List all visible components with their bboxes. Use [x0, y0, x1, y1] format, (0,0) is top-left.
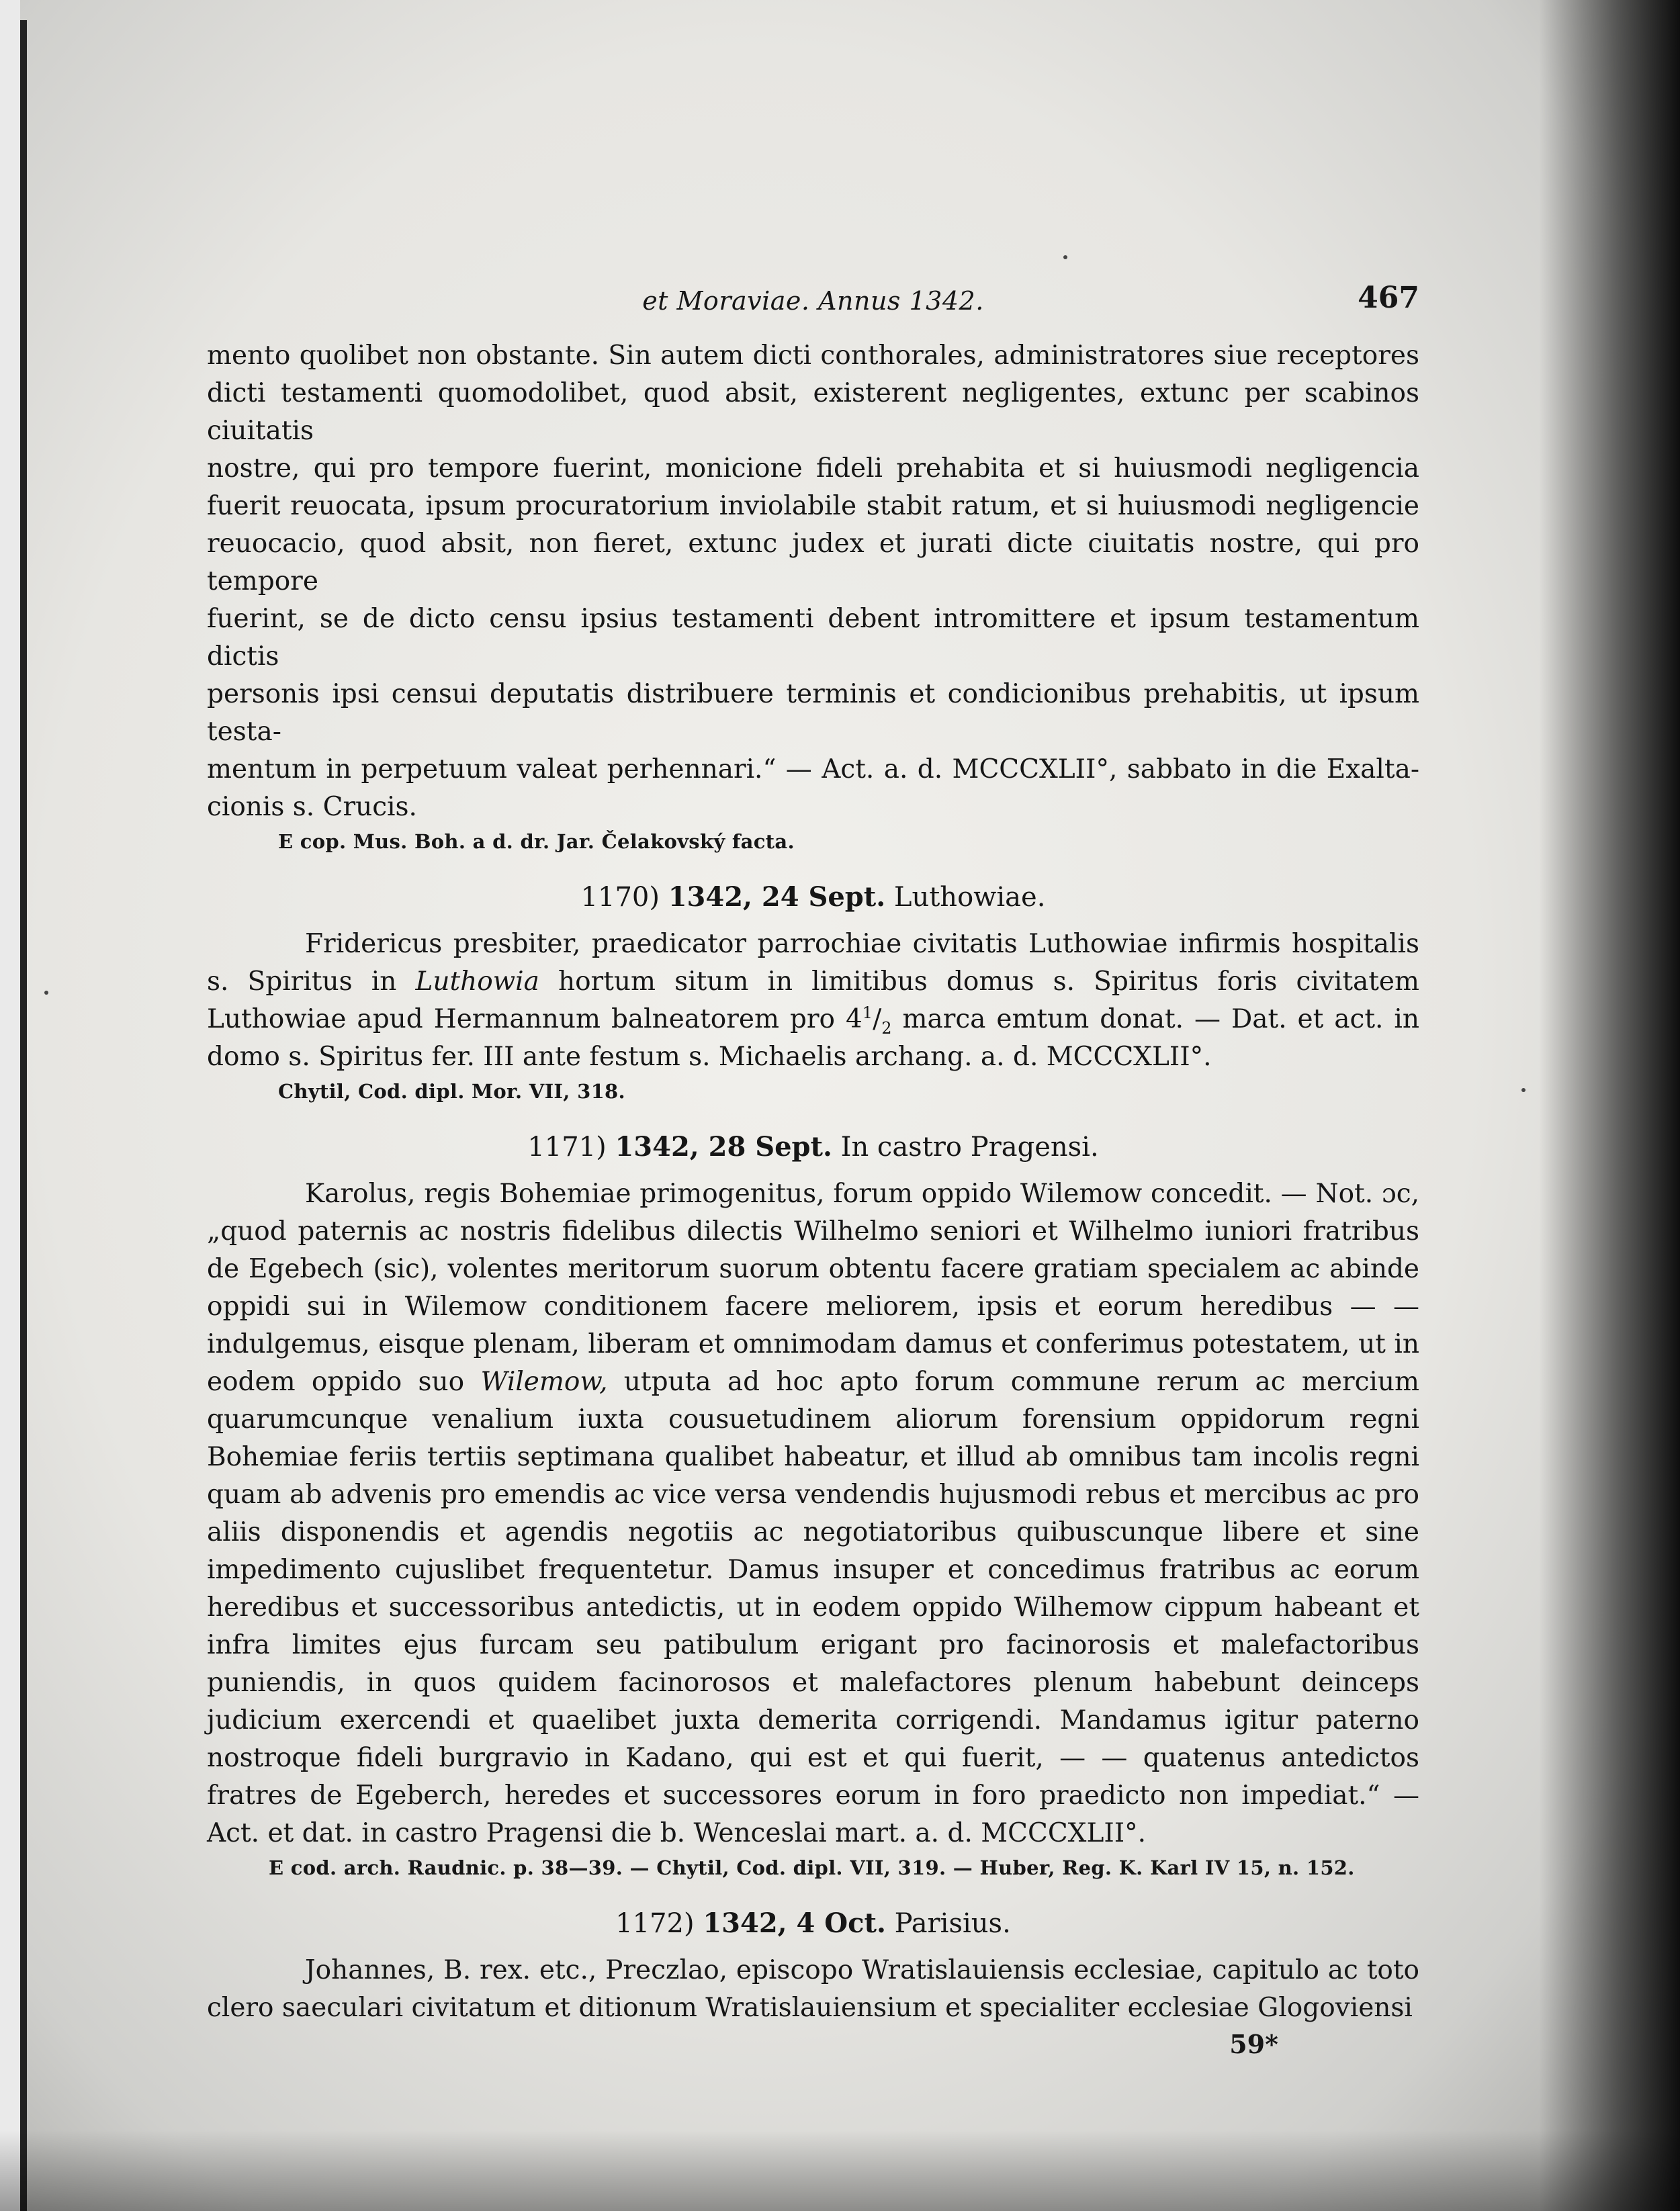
- entry-place: Luthowiae.: [893, 882, 1046, 913]
- text-line: fuerint, se de dicto censu ipsius testamenti debent intromittere et ipsum testamentum dictis: [207, 604, 1419, 672]
- entry-number: 1170): [580, 882, 660, 913]
- left-page-margin: [0, 0, 20, 2211]
- text-line: reuocacio, quod absit, non fieret, extunc judex et jurati dicte ciuitatis nostre, qui pro tempore: [207, 529, 1419, 596]
- entry-body: [207, 1952, 1419, 2027]
- entry-body: [207, 1175, 1419, 1852]
- body-text: utputa ad hoc apto forum commune rerum ac mercium quarumcunque venalium iuxta cousuetudinem aliorum forensium oppidorum regni Bohemiae feriis tertiis septimana qualibet habeatur, et illud ab omnibus tam incolis regni quam ab advenis pro emendis ac vice versa vendendis hujusmodi rebus et mercibus ac pro aliis disponendis et agendis negotiis ac negotiatoribus quibuscunque libere et sine impedimento cujuslibet frequentetur. Damus insuper et concedimus fratribus ac eorum heredibus et successoribus antedictis, ut in eodem oppido Wilhemow cippum habeant et infra limites ejus furcam seu patibulum erigant pro facinorosis et malefactoribus puniendis, in quos quidem facinorosos et malefactores plenum habebunt deinceps judicium exercendi et quaelibet juxta demerita corrigendi. Mandamus igitur paterno nostroque fideli burgravio in Kadano, qui est et qui fuerit, — — quatenus antedictos fratres de Egeberch, heredes et successores eorum in foro praedicto non impediat.“ — Act. et dat. in castro Pragensi die b. Wenceslai mart. a. d. MCCCXLII°.: [207, 1367, 1419, 1848]
- scan-shadow-bottom: [0, 2130, 1680, 2211]
- body-text: hortum situm in limitibus domus s. Spiritus foris civitatem Luthowiae apud Hermannum balneatorem pro 4: [207, 966, 1419, 1034]
- entry-date: 1342, 4 Oct.: [703, 1907, 886, 1939]
- source-note: Chytil, Cod. dipl. Mor. VII, 318.: [278, 1080, 625, 1103]
- entry-date: 1342, 24 Sept.: [668, 881, 886, 913]
- entry-date: 1342, 28 Sept.: [615, 1131, 832, 1163]
- body-text: Karolus, regis Bohemiae primogenitus, forum oppido Wilemow concedit. — Not. ɔc, „quod paternis ac nostris fidelibus dilectis Wilhelmo seniori et Wilhelmo iuniori fratribus de Egebech (sic), volentes meritorum suorum obtentu facere gratiam specialem ac abinde oppidi sui in Wilemow conditionem facere meliorem, ipsis et eorum heredibus — — indulgemus, eisque plenam, liberam et omnimodam damus et conferimus potestatem, ut in eodem oppido suo: [207, 1179, 1419, 1397]
- fraction-numerator: 1: [862, 1003, 873, 1022]
- fraction-denominator: 2: [881, 1018, 892, 1038]
- text-line: nostre, qui pro tempore fuerint, monicione fideli prehabita et si huiusmodi negligencia: [207, 453, 1419, 484]
- scan-shadow-right: [1539, 0, 1680, 2211]
- text-line: dicti testamenti quomodolibet, quod absit, existerent negligentes, extunc per scabinos ciuitatis: [207, 378, 1419, 446]
- binding-edge: [20, 20, 27, 2211]
- entry-heading: [207, 877, 1419, 917]
- body-text: marca emtum donat. — Dat. et act. in domo s. Spiritus fer. III ante festum s. Michaelis archang. a. d. MCCCXLII°.: [207, 1004, 1419, 1072]
- page-number: 467: [1358, 281, 1419, 315]
- continued-text: [207, 337, 1419, 826]
- entry-body: Fridericus presbiter, praedicator parrochiae civitatis Luthowiae infirmis hospitalis s. Spiritus in Luthowia hortum situm in limitibus domus s. Spiritus foris civitatem Luthowiae apud Hermannum balneatorem pro $4^1/_2$ marca emtum donat. — Dat. et act. in domo s. Spiritus fer. III ante festum s. Michaelis archang. a. d. MCCCXLII°.: [207, 929, 1419, 1072]
- running-title: et Moraviae. Annus 1342.: [642, 286, 984, 316]
- scan-speck: [1063, 255, 1067, 259]
- source-note: E cod. arch. Raudnic. p. 38—39. — Chytil, Cod. dipl. VII, 319. — Huber, Reg. K. Karl IV 15, n. 152.: [269, 1856, 1355, 1879]
- body-text: Fridericus presbiter, praedicator parrochiae civitatis Luthowiae infirmis hospitalis s. Spiritus in: [207, 929, 1419, 997]
- text-line: cionis s. Crucis.: [207, 792, 417, 822]
- source-note: E cop. Mus. Boh. a d. dr. Jar. Čelakovský facta.: [278, 830, 795, 853]
- entry-place: Parisius.: [894, 1908, 1011, 1939]
- entry-heading: [207, 1127, 1419, 1167]
- entry-place: In castro Pragensi.: [840, 1132, 1099, 1163]
- page-header: [207, 282, 1419, 322]
- entry-number: 1171): [527, 1132, 607, 1163]
- document-page: [207, 282, 1419, 2062]
- body-text: Johannes, B. rex. etc., Preczlao, episcopo Wratislauiensis ecclesiae, capitulo ac toto clero saeculari civitatum et ditionum Wratislauiensium et specialiter ecclesiae Glogoviensi: [207, 1955, 1419, 2023]
- entry-number: 1172): [615, 1908, 695, 1939]
- text-line: personis ipsi censui deputatis distribuere terminis et condicionibus prehabitis, ut ipsum testa-: [207, 679, 1419, 747]
- entry-1170: [207, 877, 1419, 1107]
- entry-1172: [207, 1903, 1419, 2027]
- text-line: mentum in perpetuum valeat perhennari.“ — Act. a. d. MCCCXLII°, sabbato in die Exalta-: [207, 754, 1419, 784]
- text-line: mento quolibet non obstante. Sin autem dicti conthorales, administratores siue receptores: [207, 341, 1419, 371]
- signature-mark: 59*: [1229, 2029, 1278, 2059]
- body-italic: Wilemow,: [480, 1367, 608, 1397]
- entry-heading: [207, 1903, 1419, 1944]
- text-line: fuerit reuocata, ipsum procuratorium inviolabile stabit ratum, et si huiusmodi negligencie: [207, 491, 1419, 521]
- entry-1171: [207, 1127, 1419, 1883]
- scan-speck: [1521, 1088, 1526, 1092]
- body-italic: Luthowia: [415, 966, 539, 997]
- scan-speck: [44, 991, 48, 995]
